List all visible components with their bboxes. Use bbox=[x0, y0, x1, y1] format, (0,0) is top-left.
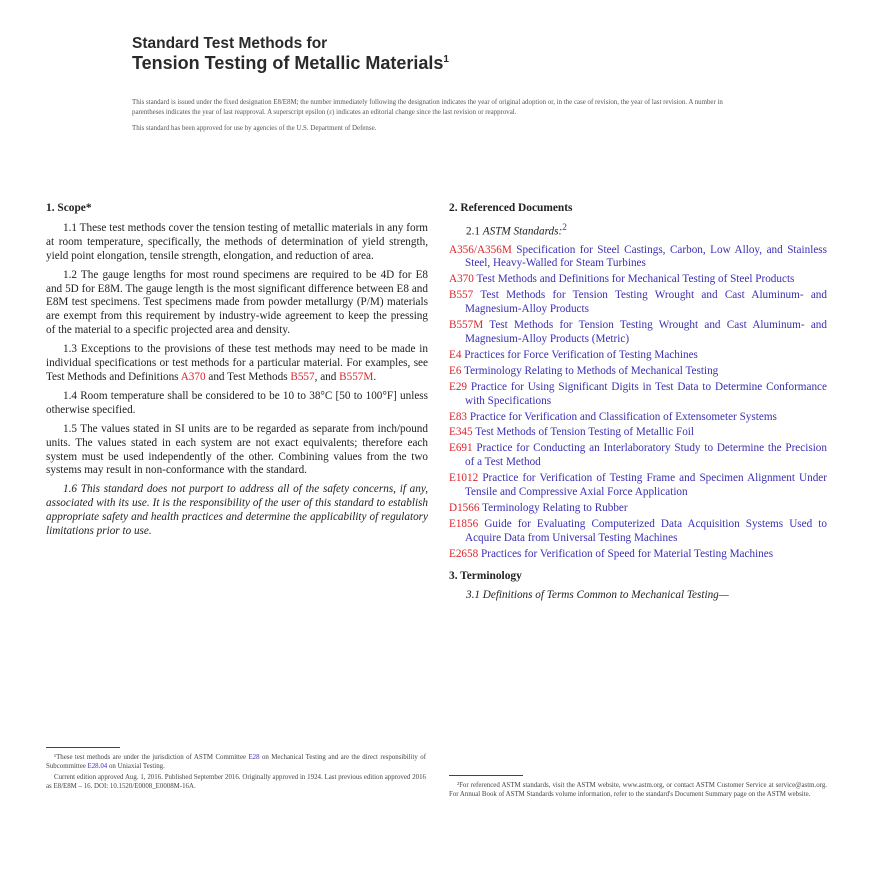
paragraph-1-1: 1.1 These test methods cover the tension testing of metallic materials in any form at room temperature, specifically, the methods of determination of yield strength, yield point elongation, tensile strength, elongation, and reduction of area. bbox=[46, 221, 428, 262]
reference-code-link[interactable]: E6 bbox=[449, 364, 462, 377]
title-line-1: Standard Test Methods for bbox=[132, 35, 328, 52]
reference-item[interactable] bbox=[449, 502, 827, 516]
reference-item[interactable] bbox=[449, 442, 827, 470]
reference-title-link[interactable]: Practices for Force Verification of Testing Machines bbox=[461, 348, 698, 361]
reference-code-link[interactable]: E691 bbox=[449, 442, 473, 455]
document-title bbox=[132, 36, 449, 73]
link-e28-04[interactable]: E28.04 bbox=[87, 763, 108, 770]
paragraph-1-2: 1.2 The gauge lengths for most round specimens are required to be 4D for E8 and 5D for E8M. The gauge length is the most significant difference between E8 and E8M test specimens. Test specimens made from powder metallurgy (P/M) materials are exempt from this requirement by industry-wide agreement to keep the pressing of the material to a specific projected area and density. bbox=[46, 268, 428, 337]
reference-item[interactable] bbox=[449, 518, 827, 546]
reference-code-link[interactable]: E1012 bbox=[449, 472, 479, 485]
reference-title-link[interactable]: Terminology Relating to Rubber bbox=[479, 501, 628, 514]
footnote-2: ²For referenced ASTM standards, visit the ASTM website, www.astm.org, or contact ASTM Customer Service at service@astm.org. For Annual Book of ASTM Standards volume information, refer to the standard's Document Summary page on the ASTM website. bbox=[449, 782, 827, 798]
reference-title-link[interactable]: Test Methods of Tension Testing of Metallic Foil bbox=[472, 426, 695, 439]
reference-title-link[interactable]: Practice for Conducting an Interlaboratory Study to Determine the Precision of a Test Method bbox=[465, 442, 827, 469]
reference-code-link[interactable]: A370 bbox=[449, 273, 474, 286]
reference-item[interactable] bbox=[449, 426, 827, 440]
section-1-heading: 1. Scope* bbox=[46, 202, 92, 214]
footnote-1: ¹These test methods are under the jurisdiction of ASTM Committee E28 on Mechanical Testing and are the direct responsibility of Subcommittee E28.04 on Uniaxial Testing. bbox=[46, 754, 426, 770]
reference-code-link[interactable]: E29 bbox=[449, 380, 468, 393]
title-line-2: Tension Testing of Metallic Materials$^1$ bbox=[132, 53, 449, 74]
intro-dod-note: This standard has been approved for use by agencies of the U.S. Department of Defense. bbox=[132, 125, 377, 133]
intro-designation-note: This standard is issued under the fixed designation E8/E8M; the number immediately following the designation indicates the year of original adoption or, in the case of revision, the year of last revision. A number in parentheses indicates the year of last reapproval. A superscript epsilon (ε) indicates an editorial change since the last revision or reapproval. bbox=[132, 99, 723, 116]
reference-title-link[interactable]: Practice for Using Significant Digits in Test Data to Determine Conformance with Specifications bbox=[465, 380, 827, 407]
reference-item[interactable] bbox=[449, 472, 827, 500]
link-b557[interactable]: B557 bbox=[290, 370, 315, 383]
astm-standards-footnote-mark: 2 bbox=[562, 222, 567, 233]
reference-title-link[interactable]: Test Methods for Tension Testing Wrought and Cast Aluminum- and Magnesium-Alloy Products bbox=[465, 289, 827, 316]
reference-item[interactable] bbox=[449, 349, 827, 363]
reference-title-link[interactable]: Specification for Steel Castings, Carbon, Low Alloy, and Stainless Steel, Heavy-Walled for Steam Turbines bbox=[465, 243, 827, 270]
section-3-heading: 3. Terminology bbox=[449, 569, 522, 582]
reference-item[interactable] bbox=[449, 244, 827, 272]
reference-title-link[interactable]: Practice for Verification of Testing Frame and Specimen Alignment Under Tensile and Compressive Axial Force Application bbox=[465, 472, 827, 499]
standard-intro bbox=[132, 98, 738, 141]
reference-title-link[interactable]: Practices for Verification of Speed for Material Testing Machines bbox=[478, 547, 774, 560]
reference-item[interactable] bbox=[449, 411, 827, 425]
paragraph-3-1: 3.1 Definitions of Terms Common to Mechanical Testing— bbox=[466, 589, 729, 602]
reference-code-link[interactable]: E345 bbox=[449, 426, 473, 439]
right-footnote bbox=[449, 781, 827, 801]
reference-title-link[interactable]: Practice for Verification and Classification of Extensometer Systems bbox=[467, 410, 777, 423]
reference-item[interactable] bbox=[449, 289, 827, 317]
reference-item[interactable] bbox=[449, 365, 827, 379]
reference-code-link[interactable]: E1856 bbox=[449, 517, 479, 530]
reference-code-link[interactable]: B557M bbox=[449, 319, 484, 332]
reference-code-link[interactable]: B557 bbox=[449, 289, 474, 302]
left-column bbox=[46, 198, 428, 544]
reference-item[interactable] bbox=[449, 273, 827, 287]
reference-code-link[interactable]: E2658 bbox=[449, 547, 479, 560]
footnote-1-edition: Current edition approved Aug. 1, 2016. Published September 2016. Originally approved in 1924. Last previous edition approved 2016 as E8/E8M – 16. DOI: 10.1520/E0008_E0008M-16A. bbox=[46, 774, 426, 790]
reference-title-link[interactable]: Test Methods for Tension Testing Wrought and Cast Aluminum- and Magnesium-Alloy Products (Metric) bbox=[465, 319, 827, 345]
reference-item[interactable] bbox=[449, 319, 827, 347]
reference-title-link[interactable]: Test Methods and Definitions for Mechanical Testing of Steel Products bbox=[473, 273, 795, 286]
right-column bbox=[449, 198, 827, 608]
link-b557m[interactable]: B557M bbox=[339, 370, 374, 383]
link-a370[interactable]: A370 bbox=[180, 370, 206, 383]
paragraph-1-3: 1.3 Exceptions to the provisions of these test methods may need to be made in individual specifications or test methods for a particular material. For examples, see Test Methods and Definitions A370 and Test Methods B557, and B557M. bbox=[46, 343, 428, 383]
astm-standards-subheading: 2.1 ASTM Standards:$^2$ bbox=[466, 222, 567, 238]
reference-code-link[interactable]: E83 bbox=[449, 410, 468, 423]
reference-code-link[interactable]: E4 bbox=[449, 348, 462, 361]
reference-title-link[interactable]: Terminology Relating to Methods of Mechanical Testing bbox=[461, 364, 719, 377]
link-e28[interactable]: E28 bbox=[248, 754, 260, 761]
section-2-heading: 2. Referenced Documents bbox=[449, 202, 573, 214]
reference-item[interactable] bbox=[449, 381, 827, 409]
referenced-standards-list bbox=[449, 244, 827, 562]
paragraph-1-6: 1.6 This standard does not purport to address all of the safety concerns, if any, associated with its use. It is the responsibility of the user of this standard to establish appropriate safety and health practices and determine the applicability of regulatory limitations prior to use. bbox=[46, 483, 428, 538]
reference-item[interactable] bbox=[449, 548, 827, 562]
reference-code-link[interactable]: D1566 bbox=[449, 501, 480, 514]
title-footnote-mark: 1 bbox=[443, 54, 449, 66]
left-footnote-rule bbox=[46, 747, 120, 748]
reference-code-link[interactable]: A356/A356M bbox=[449, 243, 512, 256]
right-footnote-rule bbox=[449, 775, 523, 776]
paragraph-1-5: 1.5 The values stated in SI units are to be regarded as separate from inch/pound units. The values stated in each system are not exact equivalents; therefore each system must be used independently of the other. Combining values from the two systems may result in non-conformance with the standard. bbox=[46, 422, 428, 477]
reference-title-link[interactable]: Guide for Evaluating Computerized Data Acquisition Systems Used to Acquire Data from Universal Testing Machines bbox=[465, 517, 827, 544]
left-footnote bbox=[46, 753, 426, 793]
paragraph-1-4: 1.4 Room temperature shall be considered to be 10 to 38°C [50 to 100°F] unless otherwise specified. bbox=[46, 389, 428, 416]
